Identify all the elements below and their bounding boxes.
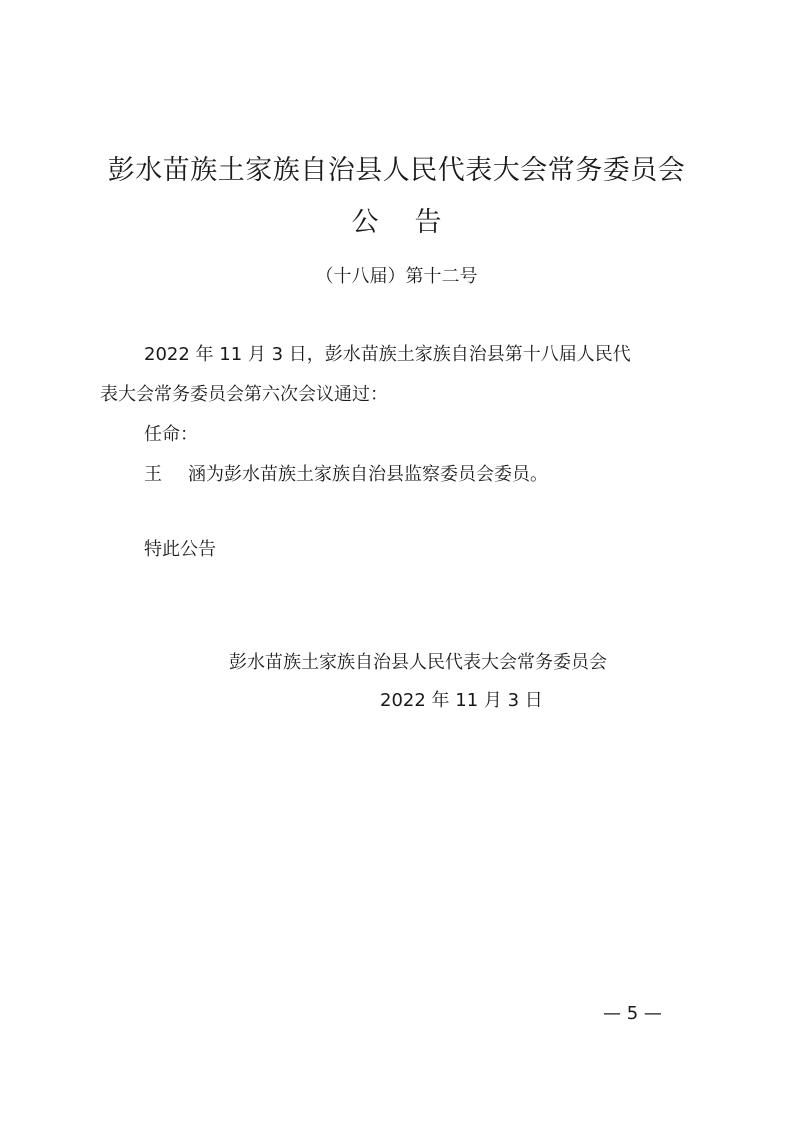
page-number: — 5 — — [603, 1003, 662, 1024]
signature-organization: 彭水苗族土家族自治县人民代表大会常务委员会 — [229, 652, 607, 673]
document-title: 彭水苗族土家族自治县人民代表大会常务委员会 — [107, 155, 686, 186]
appointee-surname: 王 — [144, 464, 162, 485]
appointment-text: 涵为彭水苗族土家族自治县监察委员会委员。 — [188, 464, 548, 485]
intro-paragraph-line-2: 表大会常务委员会第六次会议通过： — [100, 384, 388, 405]
closing-text: 特此公告 — [144, 539, 216, 560]
signature-date: 2022 年 11 月 3 日 — [380, 690, 543, 711]
intro-paragraph-line-1: 2022 年 11 月 3 日，彭水苗族土家族自治县第十八届人民代 — [144, 344, 631, 365]
appointment-item — [144, 460, 548, 486]
appointment-label: 任命： — [144, 424, 198, 445]
document-number: （十八届）第十二号 — [315, 266, 478, 287]
document-subtitle: 公告 — [351, 207, 478, 238]
